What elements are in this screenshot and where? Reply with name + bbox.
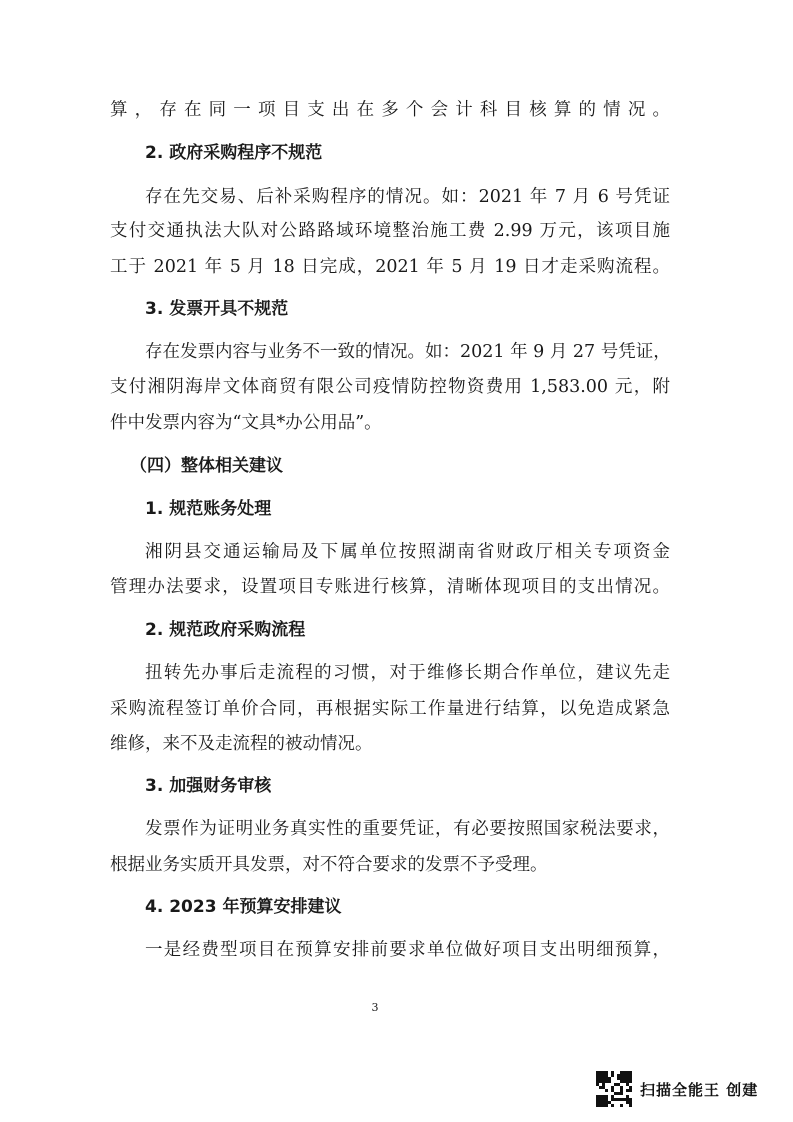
paragraph-line: 根据业务实质开具发票，对不符合要求的发票不予受理。 <box>110 855 548 875</box>
watermark-text: 扫描全能王 创建 <box>640 1080 759 1099</box>
paragraph-line: 发票作为证明业务真实性的重要凭证，有必要按照国家税法要求， <box>145 819 670 839</box>
qr-module <box>611 1074 614 1077</box>
scanner-watermark <box>596 1071 758 1107</box>
section-heading: 4. 2023 年预算安排建议 <box>145 897 342 917</box>
paragraph-line: 件中发票内容为“文具*办公用品”。 <box>110 413 382 433</box>
qr-module <box>605 1104 608 1107</box>
qr-module <box>629 1080 632 1083</box>
paragraph-line: 工于 2021 年 5 月 18 日完成，2021 年 5 月 19 日才走采购流程。 <box>110 257 670 277</box>
section-heading: 1. 规范账务处理 <box>145 499 272 519</box>
paragraph-line: 湘阴县交通运输局及下属单位按照湖南省财政厅相关专项资金 <box>145 542 670 562</box>
qr-module <box>611 1104 614 1107</box>
paragraph-line: 存在先交易、后补采购程序的情况。如：2021 年 7 月 6 号凭证 <box>145 187 670 207</box>
qr-module <box>629 1089 632 1092</box>
paragraph-line: 支付交通执法大队对公路路域环境整治施工费 2.99 万元，该项目施 <box>110 221 670 241</box>
paragraph-line: 存在发票内容与业务不一致的情况。如：2021 年 9 月 27 号凭证， <box>145 342 671 362</box>
paragraph-line: 一是经费型项目在预算安排前要求单位做好项目支出明细预算， <box>145 940 670 960</box>
section-heading: 2. 规范政府采购流程 <box>145 620 306 640</box>
section-heading: 2. 政府采购程序不规范 <box>145 143 323 163</box>
qr-module <box>608 1080 611 1083</box>
paragraph-line: 维修，来不及走流程的被动情况。 <box>110 734 373 754</box>
paragraph-line: 扭转先办事后走流程的习惯，对于维修长期合作单位，建议先走 <box>145 663 670 683</box>
qr-module <box>620 1092 623 1095</box>
page-number: 3 <box>371 1001 379 1014</box>
qr-code-icon <box>596 1071 632 1107</box>
paragraph-line: 算，存在同一项目支出在多个会计科目核算的情况。 <box>110 100 670 120</box>
paragraph-line: 支付湘阴海岸文体商贸有限公司疫情防控物资费用 1,583.00 元，附 <box>110 377 670 397</box>
section-heading: （四）整体相关建议 <box>130 456 283 476</box>
section-heading: 3. 发票开具不规范 <box>145 299 289 319</box>
qr-module <box>605 1089 608 1092</box>
paragraph-line: 采购流程签订单价合同，再根据实际工作量进行结算，以免造成紧急 <box>110 699 670 719</box>
qr-module <box>629 1104 632 1107</box>
section-heading: 3. 加强财务审核 <box>145 776 272 796</box>
paragraph-line: 管理办法要求，设置项目专账进行核算，清晰体现项目的支出情况。 <box>110 577 670 597</box>
qr-module <box>620 1104 623 1107</box>
